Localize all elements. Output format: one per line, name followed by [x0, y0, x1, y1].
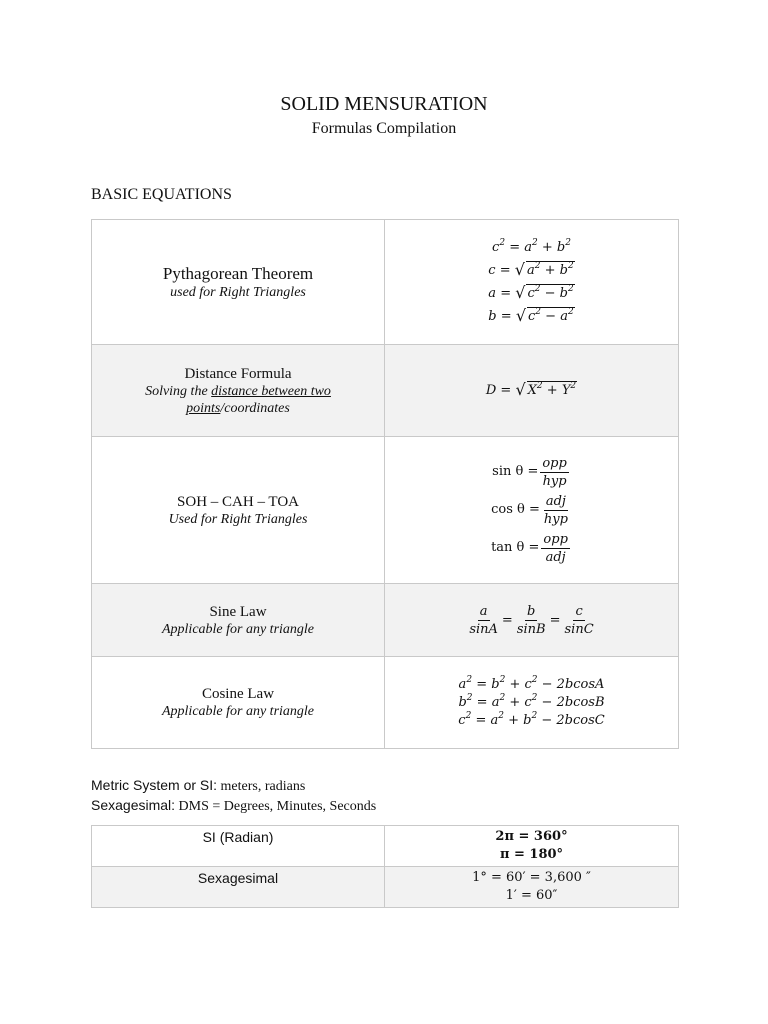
formula-cell: [385, 584, 679, 657]
conversion-line: 2π = 360°: [495, 829, 568, 844]
conversion-row-si: [92, 826, 679, 867]
distance-formula: D = √ $X^2 + Y^2$: [485, 380, 577, 399]
section-heading: BASIC EQUATIONS: [91, 186, 232, 203]
formula-note: used for Right Triangles: [170, 284, 306, 300]
units-value: meters, radians: [217, 779, 306, 794]
formula-line: c = √ $a^2 + b^2$: [488, 259, 574, 279]
units-si-line: [91, 777, 305, 795]
table-row-pythagorean: [92, 220, 679, 345]
trig-function: cos θ =: [491, 502, 540, 517]
document-subtitle: Formulas Compilation: [311, 120, 457, 137]
table-row-sine-law: [92, 584, 679, 657]
formula-cell: [385, 437, 679, 584]
fraction: [515, 603, 548, 638]
units-value: DMS = Degrees, Minutes, Seconds: [175, 799, 377, 814]
fraction: [540, 455, 568, 490]
fraction: [563, 603, 596, 638]
note-underlined: points: [186, 400, 221, 416]
units-label: Metric System or SI:: [91, 777, 218, 793]
conversion-line: 1′ = 60″: [505, 888, 558, 903]
numerator: a: [479, 603, 488, 619]
pythagorean-formulas: [385, 237, 678, 328]
formula-cell: [385, 345, 679, 437]
document-title: SOLID MENSURATION: [280, 93, 488, 115]
row-label-cell: [92, 437, 385, 584]
formula-line: a = √ $c^2 - b^2$: [488, 282, 574, 302]
sine-law-formula: $\frac{a}{\sin A}$ = $\frac{b}{\sin B}$ = $\frac{c}{\sin C}$: [469, 603, 594, 637]
formula-note: Applicable for any triangle: [161, 704, 315, 719]
formula-line: $c^2 = a^2 + b^2 - 2bcosC$: [458, 710, 605, 728]
units-sexagesimal-line: [91, 797, 376, 815]
numerator: c: [575, 603, 583, 619]
table-row-sohcahtoa: [92, 437, 679, 584]
trig-line-tan: [385, 529, 678, 567]
conversion-label: Sexagesimal: [92, 867, 385, 908]
formula-line: $a^2 = b^2 + c^2 - 2bcosA$: [458, 674, 605, 692]
denominator: sinA: [469, 621, 498, 637]
formula-cell: [385, 657, 679, 749]
denominator: adj: [545, 549, 566, 565]
denominator: sinB: [516, 621, 546, 637]
fraction: [467, 603, 500, 638]
fraction: [541, 531, 569, 566]
formula-name: SOH – CAH – TOA: [177, 493, 299, 510]
note-text: /coordinates: [220, 400, 290, 416]
formula-line: $c^2 = a^2 + b^2$: [492, 237, 571, 255]
row-label-cell: [92, 657, 385, 749]
formula-name: Pythagorean Theorem: [162, 263, 314, 283]
fraction: [542, 493, 570, 528]
conversion-label: SI (Radian): [92, 826, 385, 867]
table-row-cosine-law: [92, 657, 679, 749]
row-label-cell: [92, 220, 385, 345]
conversion-row-sexagesimal: [92, 867, 679, 908]
basic-equations-table: [91, 219, 679, 749]
formula-line: b = √ $c^2 - a^2$: [488, 305, 574, 325]
cosine-law-formulas: [385, 676, 678, 730]
formula-note: [92, 383, 384, 417]
table-row-distance: [92, 345, 679, 437]
denominator: hyp: [542, 473, 567, 489]
numerator: adj: [545, 493, 566, 509]
conversion-values: [385, 867, 679, 908]
trig-line-sin: [385, 453, 678, 491]
conversion-values: [385, 826, 679, 867]
formula-name: Distance Formula: [184, 365, 292, 382]
note-underlined: distance between two: [211, 383, 331, 399]
trig-function: sin θ =: [492, 464, 539, 479]
trig-function: tan θ =: [491, 540, 540, 555]
formula-name: Sine Law: [209, 603, 267, 620]
conversion-line: 1° = 60′ = 3,600 ″: [472, 870, 591, 885]
row-label-cell: [92, 584, 385, 657]
formula-cell: [385, 220, 679, 345]
note-text: Solving the: [145, 383, 212, 399]
conversion-table: [91, 825, 679, 908]
conversion-line: π = 180°: [499, 847, 564, 862]
numerator: opp: [542, 455, 567, 471]
trig-line-cos: [385, 491, 678, 529]
numerator: opp: [543, 531, 568, 547]
formula-note: Used for Right Triangles: [168, 511, 308, 527]
units-label: Sexagesimal:: [91, 797, 176, 813]
trig-ratios: [385, 453, 678, 567]
denominator: sinC: [564, 621, 594, 637]
formula-name: Cosine Law: [201, 686, 275, 702]
formula-line: $b^2 = a^2 + c^2 - 2bcosB$: [458, 692, 605, 710]
formula-note: Applicable for any triangle: [161, 621, 315, 637]
row-label-cell: [92, 345, 385, 437]
numerator: b: [527, 603, 536, 619]
denominator: hyp: [543, 511, 568, 527]
